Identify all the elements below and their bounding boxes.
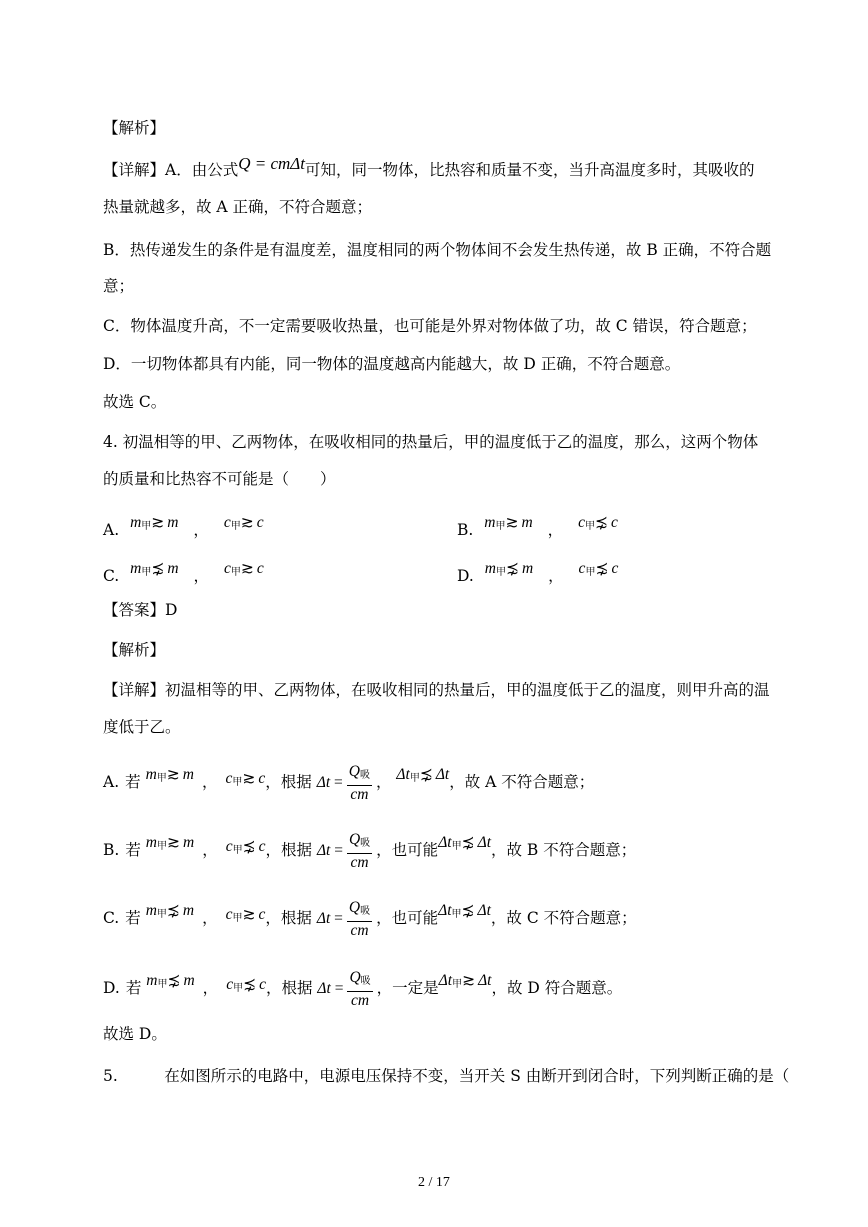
reason-b-comma: ，: [202, 841, 218, 859]
choose-c-line: 故选 C。: [103, 393, 167, 411]
page-number: 2 / 17: [418, 1175, 450, 1190]
option-b-label: B.: [457, 521, 474, 539]
analysis-heading: 【解析】: [103, 119, 166, 137]
reason-a-rel: $\Delta t_甲⋨$ Δt: [396, 766, 450, 784]
option-d-c: $c_甲⋨$ c: [578, 560, 619, 578]
option-c-label: C.: [103, 567, 120, 585]
detail-a-continuation: 热量就越多，故 A 正确，不符合题意；: [103, 198, 373, 216]
reason-c-c: $c_甲≳$ c: [225, 906, 266, 924]
option-a-m: $m_甲≳$ m: [130, 514, 179, 532]
option-d-m: $m_甲⋨$ m: [484, 560, 534, 578]
option-b-c: $c_甲⋨$ c: [578, 514, 618, 532]
option-a-comma: ，: [193, 521, 209, 539]
detail-a-prefix: 【详解】A．由公式: [103, 161, 239, 179]
reason-a-ruo: 若: [125, 773, 141, 791]
option-c-comma: ，: [193, 567, 210, 585]
reason-c-rel: $\Delta t_甲⋨$ Δt: [438, 902, 491, 920]
reason-a-m: $m_甲≳$ m: [145, 766, 194, 784]
reason-c-formula: Δt = $\frac{Q_吸}{cm}$: [316, 898, 371, 939]
reason-a-label: A.: [103, 773, 120, 791]
option-d-label: D.: [457, 567, 474, 585]
option-b-comma: ，: [547, 521, 564, 539]
reason-d-m: $m_甲⋨$ m: [146, 972, 195, 990]
option-c: [103, 558, 264, 583]
detail2-line2: 度低于乙。: [103, 718, 181, 736]
reason-d-rel: $\Delta t_甲≳$ Δt: [438, 972, 492, 990]
reason-a-tail: ，故 A 不符合题意；: [449, 773, 595, 791]
reason-d-formula: Δt = $\frac{Q_吸}{cm}$: [317, 968, 371, 1009]
detail2-line1: 【详解】初温相等的甲、乙两物体，在吸收相同的热量后，甲的温度低于乙的温度，则甲升高的温: [103, 681, 770, 699]
option-d-comma: ，: [548, 567, 564, 585]
detail-d-line: D．一切物体都具有内能，同一物体的温度越高内能越大，故 D 正确，不符合题意。: [103, 355, 681, 373]
reason-d-ruo: 若: [125, 979, 142, 997]
choose-d-line: 故选 D。: [103, 1025, 167, 1043]
option-b: [457, 512, 618, 537]
reason-b-genju: ，根据: [265, 841, 312, 859]
reason-c-m: $m_甲⋨$ m: [145, 902, 195, 920]
reason-a-c: $c_甲≳$ c: [225, 770, 266, 788]
reason-a-genju: ，根据: [265, 773, 312, 791]
option-c-m: $m_甲⋨$ m: [130, 560, 179, 578]
reason-d-mid: ，一定是: [376, 979, 439, 997]
detail-b-line1: B．热传递发生的条件是有温度差，温度相同的两个物体间不会发生热传递，故 B 正确，不符合题: [103, 241, 772, 259]
question-4-line1: 4. 初温相等的甲、乙两物体，在吸收相同的热量后，甲的温度低于乙的温度，那么，这两个物体: [103, 433, 759, 451]
reason-b-c: $c_甲⋨$ c: [225, 838, 266, 856]
reason-d: [103, 966, 622, 1016]
reason-b: [103, 828, 636, 878]
option-a-c: $c_甲≳$ c: [223, 514, 264, 532]
reason-d-comma: ，: [202, 979, 219, 997]
reason-c: [103, 896, 637, 946]
heat-formula: Q = cmΔt: [238, 154, 305, 173]
question-5-line: 5. 在如图所示的电路中，电源电压保持不变，当开关 S 由断开到闭合时，下列判断正确的是（: [103, 1067, 790, 1085]
detail-b-line2: 意；: [103, 277, 135, 295]
option-a-label: A.: [103, 521, 120, 539]
answer-line: 【答案】D: [103, 601, 178, 619]
reason-d-c: $c_甲⋨$ c: [226, 976, 266, 994]
option-d: [457, 558, 618, 583]
reason-a-formula: Δt = $\frac{Q_吸}{cm}$: [316, 762, 370, 803]
reason-a-comma: ，: [201, 773, 218, 791]
reason-a: [103, 760, 594, 810]
question-4-line2: 的质量和比热容不可能是（ ）: [103, 470, 336, 488]
reason-d-genju: ，根据: [265, 979, 313, 997]
reason-c-comma: ，: [202, 909, 218, 927]
reason-c-tail: ，故 C 不符合题意；: [490, 909, 637, 927]
detail-a-suffix: 可知，同一物体，比热容和质量不变，当升高温度多时，其吸收的: [304, 161, 755, 179]
option-a: [103, 512, 264, 537]
reason-b-formula: Δt = $\frac{Q_吸}{cm}$: [316, 830, 371, 871]
analysis-heading-2: 【解析】: [103, 641, 166, 659]
reason-a-comma2: ，: [375, 773, 392, 791]
reason-b-label: B.: [103, 841, 120, 859]
reason-c-ruo: 若: [125, 909, 141, 927]
reason-b-tail: ，故 B 不符合题意；: [491, 841, 637, 859]
reason-b-mid: ，也可能: [376, 841, 439, 859]
option-c-c: $c_甲≳$ c: [223, 560, 264, 578]
detail-a-line: [103, 154, 755, 180]
reason-c-mid: ，也可能: [376, 909, 439, 927]
reason-b-ruo: 若: [125, 841, 141, 859]
reason-b-rel: $\Delta t_甲⋨$ Δt: [438, 834, 491, 852]
option-b-m: $m_甲≳$ m: [484, 514, 533, 532]
reason-b-m: $m_甲≳$ m: [145, 834, 195, 852]
detail-c-line: C．物体温度升高，不一定需要吸收热量，也可能是外界对物体做了功，故 C 错误，符合题意；: [103, 317, 757, 335]
reason-d-label: D.: [103, 979, 120, 997]
reason-c-genju: ，根据: [265, 909, 312, 927]
reason-c-label: C.: [103, 909, 120, 927]
reason-d-tail: ，故 D 符合题意。: [491, 979, 623, 997]
